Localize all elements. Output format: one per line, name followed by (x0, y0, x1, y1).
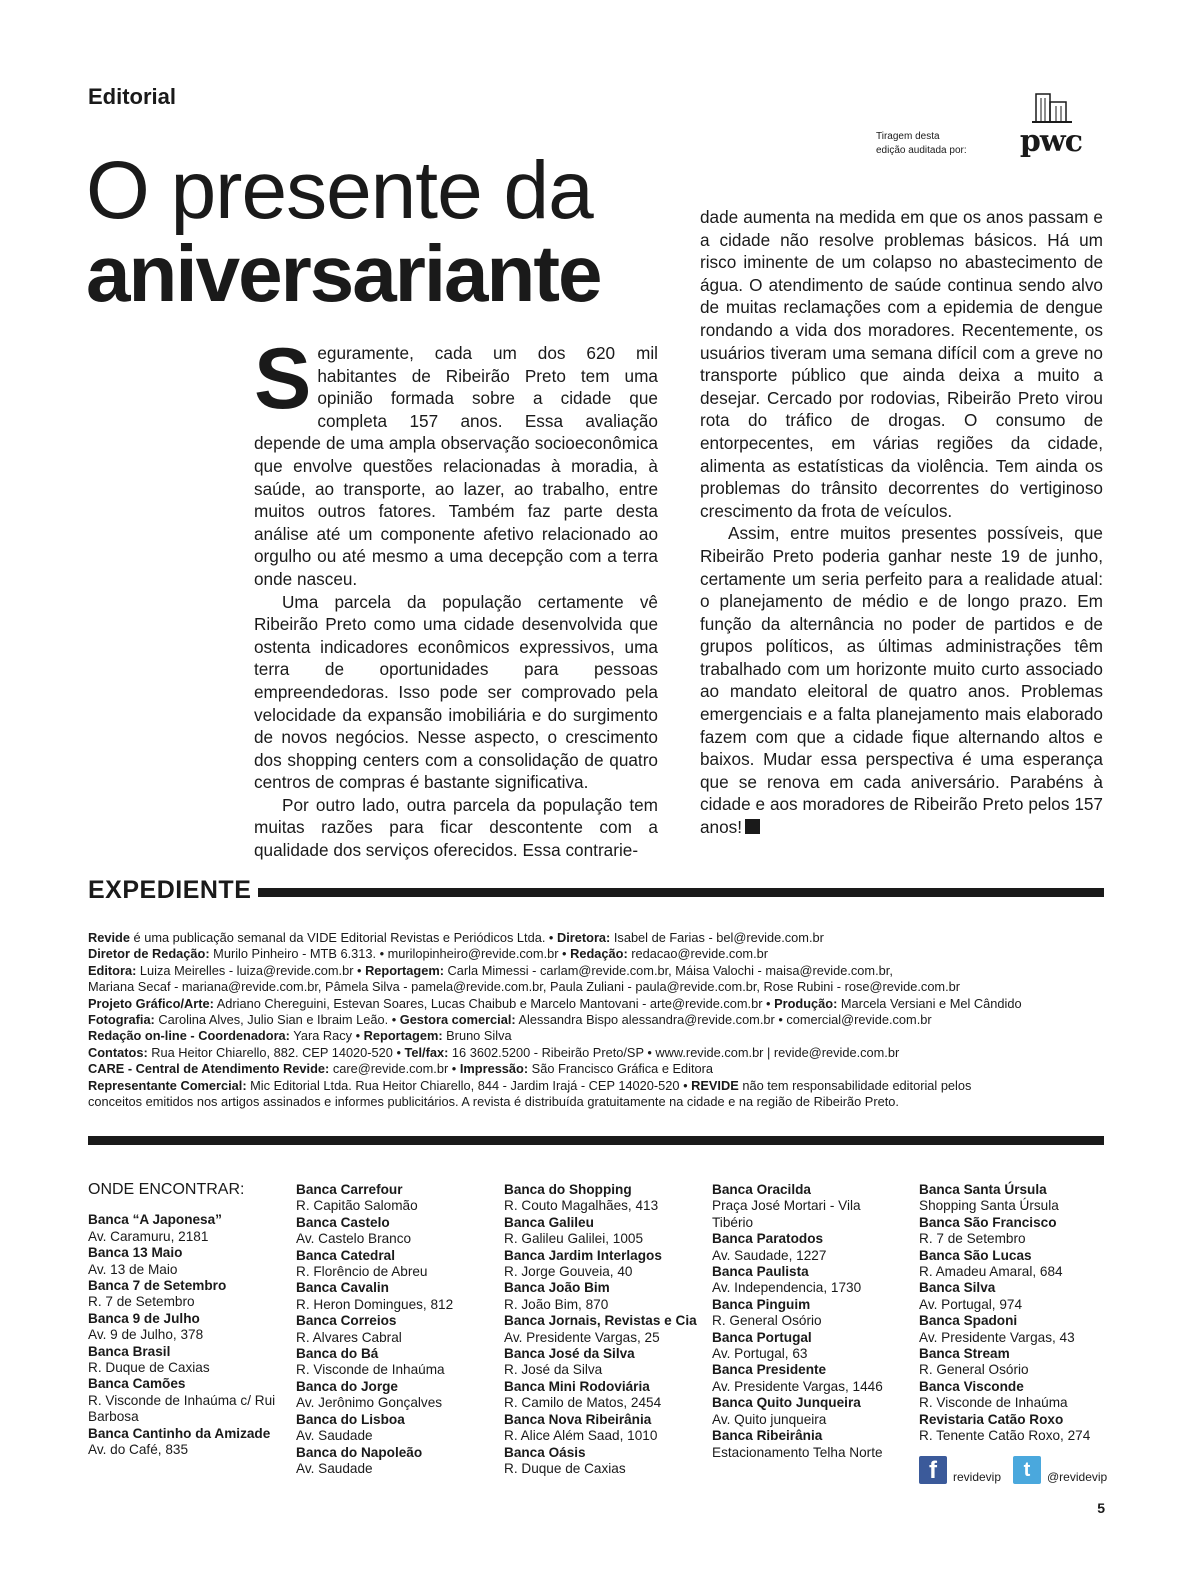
newsstand-list (712, 1182, 887, 1461)
newsstand-item (88, 1245, 288, 1278)
newsstand-address: R. General Osório (919, 1362, 1029, 1378)
twitter-link[interactable] (1013, 1454, 1107, 1484)
newsstand-item (919, 1215, 1119, 1248)
audit-caption (876, 130, 986, 158)
newsstand-address: R. Camilo de Matos, 2454 (504, 1395, 662, 1411)
newsstand-address: R. Visconde de Inhaúma c/ Rui Barbosa (88, 1392, 276, 1425)
facebook-icon: f (919, 1456, 947, 1484)
masthead-line-3 (88, 963, 1108, 979)
newsstand-item (712, 1362, 887, 1395)
newsstand-address: Av. Presidente Vargas, 43 (919, 1329, 1075, 1345)
newsstand-item (504, 1182, 704, 1215)
section-label: Editorial (88, 84, 177, 109)
masthead-label: Reportagem: (365, 962, 444, 978)
facebook-handle: revidevip (953, 1470, 1002, 1484)
newsstand-item (712, 1330, 887, 1363)
masthead-line-8 (88, 1045, 1108, 1061)
newsstand-column-5 (919, 1182, 1119, 1445)
masthead-label: Gestora comercial: (399, 1012, 516, 1028)
newsstand-name: Banca Catedral (296, 1247, 395, 1263)
newsstand-name: Banca Camões (88, 1376, 186, 1392)
newsstand-address: R. Visconde de Inhaúma (296, 1362, 445, 1378)
newsstand-address: R. João Bim, 870 (504, 1296, 609, 1312)
article-paragraph-4: dade aumenta na medida em que os anos passam e a cidade não resolve problemas básicos. Há um risco iminente de um colapso no abastecimento de água. O atendimento de saúde continua sendo alvo de muitas reclamações com a epidemia de dengue rondando a vida dos moradores. Recentemente, os usuários tiveram uma semana difícil com a greve no transporte público que ainda deixa a muito a desejar. Cercado por rodovias, Ribeirão Preto virou rota do tráfico de drogas. O consumo de entorpecentes, em várias regiões da cidade, alimenta as estatísticas da violência. Tem ainda os problemas do trânsito decorrentes do vertiginoso crescimento da frota de veículos. (700, 207, 1103, 521)
newsstand-list (88, 1212, 288, 1458)
newsstand-list (919, 1182, 1119, 1445)
masthead-label: Tel/fax: (404, 1044, 449, 1060)
masthead-label: Fotografia: (88, 1012, 155, 1028)
article-column-1 (254, 331, 658, 862)
masthead-label: Projeto Gráfico/Arte: (88, 995, 214, 1011)
newsstand-name: Banca Spadoni (919, 1313, 1018, 1329)
newsstand-address: R. José da Silva (504, 1362, 603, 1378)
newsstand-name: Banca São Francisco (919, 1214, 1057, 1230)
masthead-text: Luiza Meirelles - luiza@revide.com.br • (136, 962, 366, 978)
building-icon (1032, 90, 1072, 124)
masthead-text: Marcela Versiani e Mel Cândido (837, 995, 1022, 1011)
newsstand-item (919, 1412, 1119, 1445)
newsstand-name: Banca 7 de Setembro (88, 1278, 227, 1294)
newsstand-address: R. 7 de Setembro (919, 1231, 1026, 1247)
newsstand-name: Banca Santa Úrsula (919, 1182, 1047, 1197)
page-number: 5 (1097, 1500, 1105, 1516)
masthead-text: Carla Mimessi - carlam@revide.com.br, Máisa Valochi - maisa@revide.com.br, (444, 962, 893, 978)
newsstand-item (296, 1182, 496, 1215)
newsstand-item (504, 1313, 704, 1346)
newsstand-address: Av. Portugal, 63 (712, 1346, 808, 1362)
newsstand-name: Banca Presidente (712, 1362, 827, 1378)
newsstand-item (712, 1428, 887, 1461)
article-paragraph-2: Uma parcela da população certamente vê Ribeirão Preto como uma cidade desenvolvida que ostenta indicadores econômicos expressivos, uma terra de oportunidades para pessoas empreendedoras. Isso pode ser comprovado pela velocidade da expansão imobiliária e do surgimento de novos negócios. Nesse aspecto, o crescimento dos shopping centers com a consolidação de quatro centros de compras é bastante significativa. (254, 591, 658, 793)
masthead-label: Reportagem: (363, 1028, 443, 1044)
newsstand-address: Av. Caramuru, 2181 (88, 1228, 209, 1244)
masthead-line-11: conceitos emitidos nos artigos assinados e informes publicitários. A revista é distribuída gratuitamente na cidade e na região de Ribeirão Preto. (88, 1094, 899, 1110)
newsstand-column-4 (712, 1182, 887, 1461)
masthead-text: Isabel de Farias - bel@revide.com.br (610, 930, 824, 945)
newsstand-item (296, 1280, 496, 1313)
newsstand-name: Banca São Lucas (919, 1247, 1032, 1263)
end-mark-icon (745, 819, 760, 834)
newsstand-address: Av. Jerônimo Gonçalves (296, 1395, 443, 1411)
newsstand-item (296, 1412, 496, 1445)
article-paragraph-5 (700, 522, 1103, 838)
newsstand-name: Banca Silva (919, 1280, 996, 1296)
article-paragraph-3: Por outro lado, outra parcela da população tem muitas razões para ficar descontente com a qualidade dos serviços oferecidos. Essa contrarie- (254, 794, 658, 861)
masthead-label: REVIDE (691, 1077, 739, 1093)
newsstand-item (504, 1412, 704, 1445)
newsstand-name: Banca Jornais, Revistas e Cia (504, 1313, 697, 1329)
newsstand-address: R. Capitão Salomão (296, 1198, 418, 1214)
newsstand-name: Banca Brasil (88, 1343, 171, 1359)
newsstand-item (504, 1248, 704, 1281)
newsstand-address: R. 7 de Setembro (88, 1294, 195, 1310)
newsstand-item (712, 1264, 887, 1297)
newsstand-address: Av. Quito junqueira (712, 1411, 827, 1427)
newsstand-address: Av. Presidente Vargas, 25 (504, 1329, 660, 1345)
masthead-text: São Francisco Gráfica e Editora (528, 1061, 714, 1077)
newsstand-name: Banca Oásis (504, 1444, 586, 1460)
masthead-text: Murilo Pinheiro - MTB 6.313. • murilopinheiro@revide.com.br • (209, 946, 571, 962)
newsstand-item (712, 1231, 887, 1264)
headline-line-2: aniversariante (86, 229, 601, 318)
twitter-handle: @revidevip (1047, 1470, 1108, 1484)
newsstand-address: R. Florêncio de Abreu (296, 1264, 428, 1280)
newsstand-list (504, 1182, 704, 1477)
newsstand-name: Banca João Bim (504, 1280, 610, 1296)
masthead-label: Representante Comercial: (88, 1077, 247, 1093)
masthead-label: Revide (88, 930, 130, 945)
newsstand-item (919, 1346, 1119, 1379)
masthead-text: 16 3602.5200 - Ribeirão Preto/SP • www.revide.com.br | revide@revide.com.br (448, 1044, 900, 1060)
newsstand-address: R. General Osório (712, 1313, 822, 1329)
newsstand-item (88, 1311, 288, 1344)
newsstand-name: Banca “A Japonesa” (88, 1212, 222, 1228)
newsstand-name: Banca Cantinho da Amizade (88, 1425, 271, 1441)
newsstand-item (88, 1344, 288, 1377)
newsstand-address: Av. Portugal, 974 (919, 1296, 1023, 1312)
masthead-line-2 (88, 946, 1108, 962)
newsstand-address: Estacionamento Telha Norte (712, 1444, 883, 1460)
masthead-text: é uma publicação semanal da VIDE Editorial Revistas e Periódicos Ltda. • (129, 930, 557, 945)
newsstand-item (504, 1215, 704, 1248)
newsstand-name: Banca Nova Ribeirânia (504, 1411, 652, 1427)
newsstand-name: Banca Correios (296, 1313, 397, 1329)
newsstand-name: Banca Paratodos (712, 1231, 824, 1247)
newsstand-address: Shopping Santa Úrsula (919, 1198, 1059, 1214)
drop-cap: S (254, 331, 312, 427)
newsstand-item (919, 1313, 1119, 1346)
newsstand-address: R. Jorge Gouveia, 40 (504, 1264, 633, 1280)
newsstand-item (296, 1248, 496, 1281)
newsstand-item (712, 1182, 887, 1231)
masthead-text: Carolina Alves, Julio Sian e Ibraim Leão. • (154, 1012, 400, 1028)
newsstand-item (712, 1395, 887, 1428)
headline-line-1: O presente da (86, 145, 593, 236)
newsstand-name: Banca Jardim Interlagos (504, 1247, 662, 1263)
newsstand-item (504, 1346, 704, 1379)
newsstand-address: R. Duque de Caxias (88, 1360, 210, 1376)
newsstand-item (296, 1445, 496, 1478)
newsstand-name: Banca Mini Rodoviária (504, 1378, 650, 1394)
masthead-text: Mic Editorial Ltda. Rua Heitor Chiarello, 844 - Jardim Irajá - CEP 14020-520 • (246, 1077, 692, 1093)
newsstand-item (919, 1248, 1119, 1281)
audit-line-1: Tiragem desta (876, 131, 940, 142)
newsstand-item (296, 1346, 496, 1379)
newsstand-item (504, 1280, 704, 1313)
newsstand-name: Banca do Napoleão (296, 1444, 423, 1460)
newsstand-item (712, 1297, 887, 1330)
masthead-line-5 (88, 996, 1108, 1012)
newsstand-name: Banca Portugal (712, 1329, 812, 1345)
newsstand-list (296, 1182, 496, 1477)
newsstand-item (504, 1379, 704, 1412)
article-paragraph-1 (254, 331, 658, 591)
newsstand-name: Revistaria Catão Roxo (919, 1411, 1064, 1427)
newsstand-item (919, 1280, 1119, 1313)
twitter-icon: t (1013, 1456, 1041, 1484)
masthead-line-7 (88, 1028, 1108, 1044)
masthead-label: Redação on-line - Coordenadora: (88, 1028, 290, 1044)
masthead-text: não tem responsabilidade editorial pelos (738, 1077, 972, 1093)
newsstand-name: Banca 13 Maio (88, 1245, 183, 1261)
masthead-text: care@revide.com.br • (329, 1061, 460, 1077)
masthead-title: EXPEDIENTE (88, 876, 252, 904)
newsstand-column-3 (504, 1182, 704, 1477)
newsstand-address: R. Tenente Catão Roxo, 274 (919, 1428, 1091, 1444)
newsstand-item (296, 1379, 496, 1412)
facebook-link[interactable] (919, 1454, 1001, 1484)
masthead-text: Alessandra Bispo alessandra@revide.com.br • comercial@revide.com.br (515, 1012, 932, 1028)
pwc-logo: pwc (1019, 124, 1082, 159)
newsstand-name: Banca Visconde (919, 1378, 1024, 1394)
newsstand-address: Av. Saudade (296, 1460, 373, 1476)
masthead-label: Contatos: (88, 1044, 148, 1060)
newsstand-address: Av. 13 de Maio (88, 1261, 178, 1277)
newsstand-name: Banca do Bá (296, 1346, 379, 1362)
masthead-label: Diretora: (556, 930, 611, 945)
masthead-rule-bottom (88, 1136, 1104, 1145)
newsstand-address: Av. do Café, 835 (88, 1442, 189, 1458)
masthead-label: Produção: (774, 995, 838, 1011)
newsstand-address: Praça José Mortari - Vila Tibério (712, 1198, 861, 1230)
newsstand-item (296, 1215, 496, 1248)
where-to-find-title: ONDE ENCONTRAR: (88, 1181, 245, 1198)
newsstand-address: Av. Saudade (296, 1428, 373, 1444)
newsstand-item (919, 1182, 1119, 1215)
masthead-line-10 (88, 1078, 1108, 1094)
audit-block (876, 90, 1082, 160)
newsstand-name: Banca 9 de Julho (88, 1310, 200, 1326)
masthead-line-9 (88, 1061, 1108, 1077)
masthead-text: Adriano Chereguini, Estevan Soares, Lucas Chaibub e Marcelo Mantovani - arte@revide.com.br • (213, 995, 775, 1011)
masthead-text: Rua Heitor Chiarello, 882. CEP 14020-520 • (147, 1044, 405, 1060)
masthead-rule-top (258, 888, 1104, 897)
newsstand-name: Banca Cavalin (296, 1280, 389, 1296)
newsstand-name: Banca Stream (919, 1346, 1010, 1362)
newsstand-address: Av. 9 de Julho, 378 (88, 1327, 204, 1343)
newsstand-address: R. Heron Domingues, 812 (296, 1296, 454, 1312)
newsstand-column-1 (88, 1182, 288, 1459)
newsstand-address: R. Visconde de Inhaúma (919, 1395, 1068, 1411)
newsstand-name: Banca Pinguim (712, 1296, 811, 1312)
masthead-line-6 (88, 1012, 1108, 1028)
masthead-text: Bruno Silva (442, 1028, 512, 1044)
newsstand-name: Banca Castelo (296, 1214, 390, 1230)
masthead-label: CARE - Central de Atendimento Revide: (88, 1061, 330, 1077)
newsstand-name: Banca Ribeirânia (712, 1428, 823, 1444)
newsstand-item (88, 1376, 288, 1425)
article-paragraph-5-text: Assim, entre muitos presentes possíveis, que Ribeirão Preto poderia ganhar neste 19 de junho, certamente um seria perfeito para a realidade atual: o planejamento de médio e de longo prazo. Em função da alternância no poder de partidos e de grupos políticos, as últimas administrações têm trabalhado com um horizonte muito curto associado ao mandato eleitoral de quatro anos. Problemas emergenciais e a falta planejamento mais elaborado fazem com que a cidade fique alternando altos e baixos. Mudar essa perspectiva é uma esperança que se renova em cada aniversário. Parabéns à cidade e aos moradores de Ribeirão Preto pelos 157 anos! (700, 523, 1103, 838)
article-paragraph-1-text: eguramente, cada um dos 620 mil habitantes de Ribeirão Preto tem uma opinião formada sobre a cidade que completa 157 anos. Essa avaliação depende de uma ampla observação socioeconômica que envolve questões relacionadas à moradia, à saúde, ao transporte, ao lazer, ao trabalho, entre muitos outros fatores. Também faz parte desta análise até um componente afetivo relacionado ao orgulho ou até mesmo a uma decepção com a terra onde nasceu. (254, 343, 658, 589)
newsstand-column-2 (296, 1182, 496, 1477)
masthead-label: Redação: (570, 946, 628, 962)
newsstand-name: Banca José da Silva (504, 1346, 635, 1362)
newsstand-address: R. Couto Magalhães, 413 (504, 1198, 659, 1214)
newsstand-item (88, 1212, 288, 1245)
masthead-line-1 (88, 930, 1108, 946)
newsstand-item (88, 1278, 288, 1311)
newsstand-address: Av. Castelo Branco (296, 1231, 412, 1247)
newsstand-name: Banca Galileu (504, 1214, 594, 1230)
masthead-text: Yara Racy • (289, 1028, 364, 1044)
newsstand-name: Banca Paulista (712, 1264, 809, 1280)
masthead-body (88, 930, 1108, 1110)
newsstand-item (919, 1379, 1119, 1412)
article-column-2 (700, 206, 1103, 839)
masthead-text: redacao@revide.com.br (627, 946, 769, 962)
newsstand-name: Banca Quito Junqueira (712, 1395, 861, 1411)
newsstand-address: R. Alvares Cabral (296, 1329, 402, 1345)
masthead-label: Impressão: (459, 1061, 529, 1077)
masthead-line-4: Mariana Secaf - mariana@revide.com.br, Pâmela Silva - pamela@revide.com.br, Paula Zuliani - paula@revide.com.br, Rose Rubini - rose@revide.com.br (88, 979, 961, 995)
newsstand-address: R. Duque de Caxias (504, 1460, 626, 1476)
newsstand-item (88, 1426, 288, 1459)
newsstand-address: Av. Presidente Vargas, 1446 (712, 1378, 883, 1394)
newsstand-name: Banca Carrefour (296, 1182, 403, 1197)
newsstand-name: Banca do Shopping (504, 1182, 632, 1197)
newsstand-address: R. Amadeu Amaral, 684 (919, 1264, 1063, 1280)
newsstand-name: Banca do Lisboa (296, 1411, 405, 1427)
newsstand-address: R. Galileu Galilei, 1005 (504, 1231, 644, 1247)
audit-line-2: edição auditada por: (876, 145, 967, 156)
masthead-label: Editora: (88, 962, 137, 978)
newsstand-name: Banca Oracilda (712, 1182, 811, 1197)
newsstand-address: R. Alice Além Saad, 1010 (504, 1428, 658, 1444)
newsstand-address: Av. Saudade, 1227 (712, 1247, 827, 1263)
newsstand-name: Banca do Jorge (296, 1378, 398, 1394)
masthead-label: Diretor de Redação: (88, 946, 210, 962)
newsstand-address: Av. Independencia, 1730 (712, 1280, 862, 1296)
newsstand-item (296, 1313, 496, 1346)
newsstand-item (504, 1445, 704, 1478)
